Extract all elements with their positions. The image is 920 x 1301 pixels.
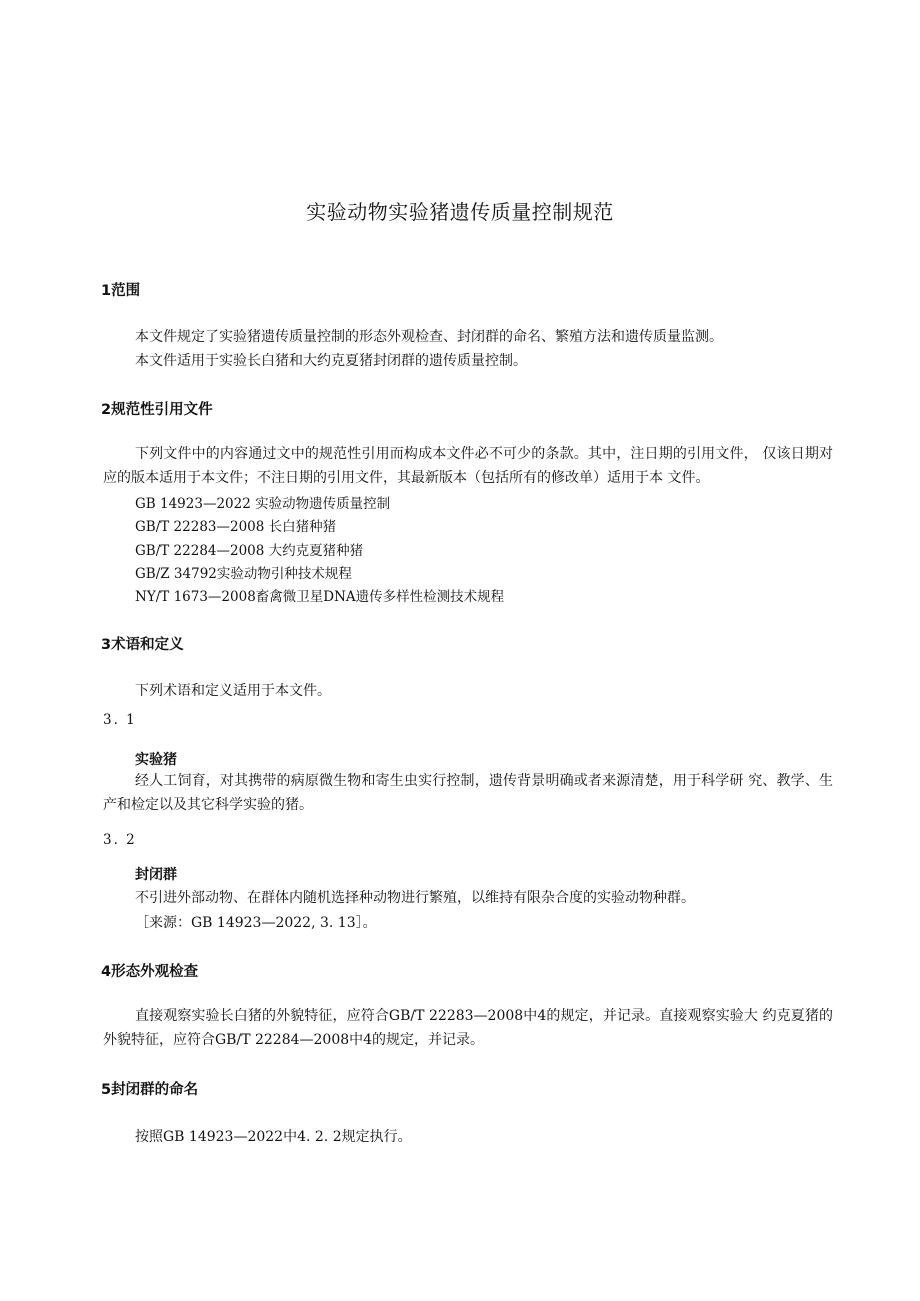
term-name: 封闭群 [135,867,177,883]
reference-item: GB 14923—2022 实验动物遗传质量控制 [135,496,391,512]
reference-item: GB/T 22283—2008 长白猪种猪 [135,519,337,535]
section-5-paragraph: 按照GB 14923—2022中4. 2. 2规定执行。 [135,1129,412,1145]
term-source: ［来源：GB 14923—2022, 3. 13］。 [135,915,377,931]
term-definition: 经人工饲育，对其携带的病原微生物和寄生虫实行控制，遗传背景明确或者来源清楚，用于科学研 究、教学、生产和检定以及其它科学实验的猪。 [103,773,833,813]
section-3-paragraph: 下列术语和定义适用于本文件。 [135,683,331,699]
section-2-heading: 2规范性引用文件 [101,402,213,418]
term-number: 3. 1 [103,712,137,728]
term-name: 实验猪 [135,752,177,768]
term-number: 3. 2 [103,832,137,848]
document-title: 实验动物实验猪遗传质量控制规范 [306,200,614,224]
section-5-heading: 5封闭群的命名 [101,1082,199,1098]
section-1-heading: 1范围 [101,283,141,299]
term-definition: 不引进外部动物、在群体内随机选择种动物进行繁殖，以维持有限杂合度的实验动物种群。 [135,890,695,906]
reference-item: GB/Z 34792实验动物引种技术规程 [135,566,352,582]
section-3-heading: 3术语和定义 [101,637,184,653]
section-2-paragraph: 下列文件中的内容通过文中的规范性引用而构成本文件必不可少的条款。其中，注日期的引用文件， 仅该日期对应的版本适用于本文件；不注日期的引用文件，其最新版本（包括所有的修改单）适用于本 文件。 [103,446,833,486]
section-1-paragraph-1: 本文件规定了实验猪遗传质量控制的形态外观检查、封闭群的命名、繁殖方法和遗传质量监测。 [135,329,723,345]
section-1-paragraph-2: 本文件适用于实验长白猪和大约克夏猪封闭群的遗传质量控制。 [135,353,527,369]
section-4-heading: 4形态外观检查 [101,964,199,980]
reference-item: NY/T 1673—2008畜禽微卫星DNA遗传多样性检测技术规程 [135,589,505,605]
section-4-paragraph: 直接观察实验长白猪的外貌特征，应符合GB/T 22283—2008中4的规定，并记录。直接观察实验大 约克夏猪的外貌特征，应符合GB/T 22284—2008中4的规定，并记录。 [103,1008,833,1048]
reference-item: GB/T 22284—2008 大约克夏猪种猪 [135,543,364,559]
